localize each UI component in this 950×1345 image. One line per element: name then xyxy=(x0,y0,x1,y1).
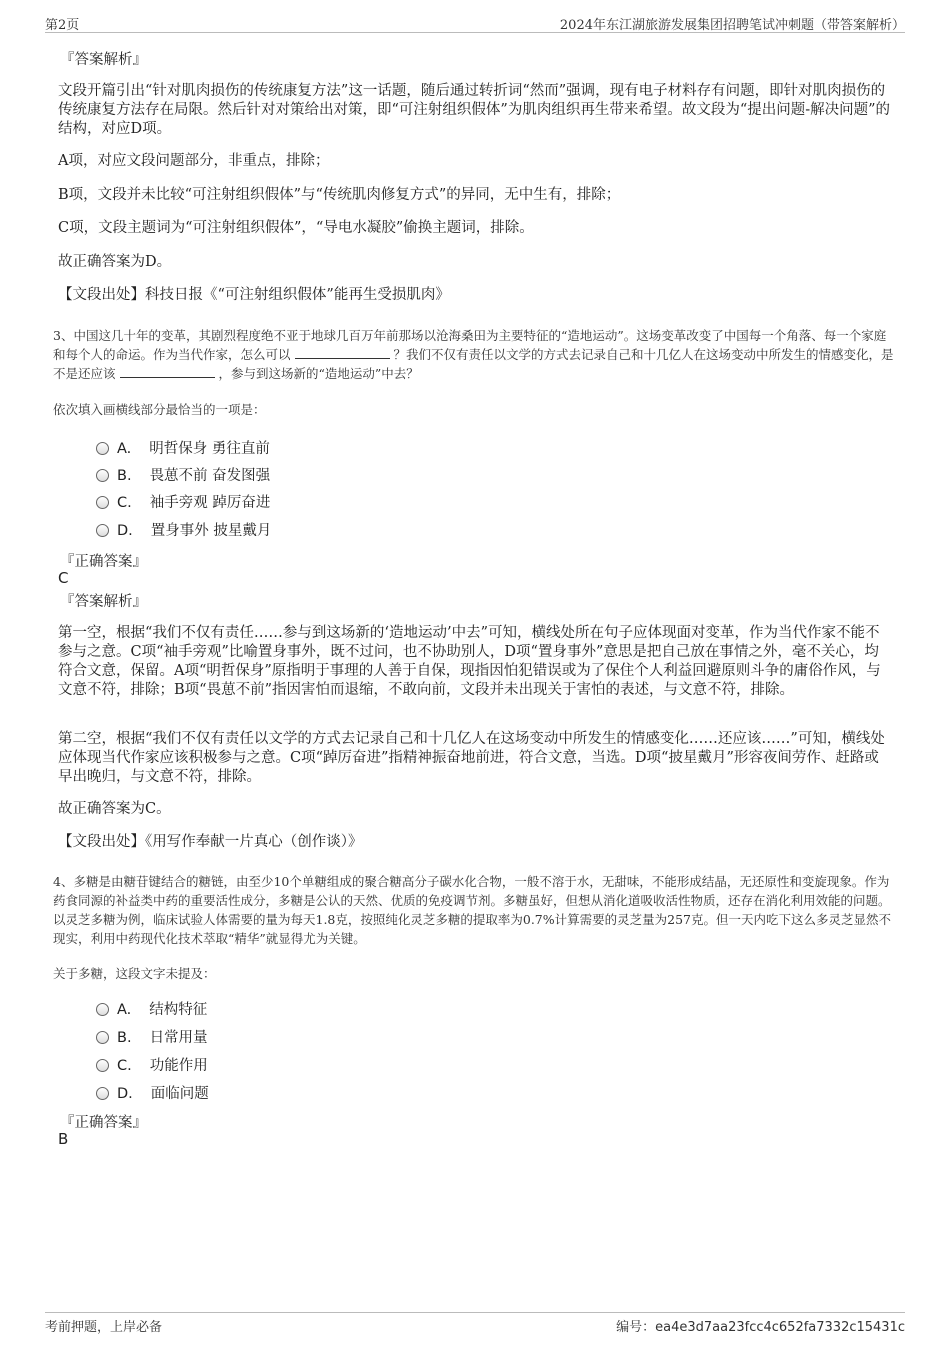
analysis-paragraph: B项，文段并未比较“可注射组织假体”与“传统肌肉修复方式”的异同，无中生有，排除； xyxy=(58,187,621,203)
question-3-text-b: ？我们不仅有责任以文学的方式去记录自己和十几亿人在这场变动中所发生的情感变化，是不是还应该 xyxy=(53,347,894,381)
analysis-paragraph: 第二空，根据“我们不仅有责任以文学的方式去记录自己和十几亿人在这场变动中所发生的情感变化……还应该……”可知，横线处应体现当代作家应该积极参与之意。C项“踔厉奋进”指精神振奋地前进，符合文意，当选。D项“披星戴月”形容夜间劳作、赶路或早出晚归，与文意不符，排除。 xyxy=(58,731,885,785)
fill-blank xyxy=(295,346,390,359)
option-c[interactable] xyxy=(96,491,270,511)
option-text: 结构特征 xyxy=(149,1002,208,1018)
option-d[interactable] xyxy=(96,519,271,539)
analysis-paragraph: A项，对应文段问题部分，非重点，排除； xyxy=(58,153,330,169)
radio-icon[interactable] xyxy=(96,496,109,509)
document-title: 2024年东江湖旅游发展集团招聘笔试冲刺题（带答案解析） xyxy=(559,18,905,33)
question-3-text-c: ，参与到这场新的“造地运动”中去？ xyxy=(218,366,419,381)
correct-answer: B xyxy=(58,1130,69,1148)
radio-icon[interactable] xyxy=(96,524,109,537)
analysis-paragraph: C项，文段主题词为“可注射组织假体”，“导电水凝胶”偷换主题词，排除。 xyxy=(58,220,534,236)
analysis-paragraph: 第一空，根据“我们不仅有责任……参与到这场新的‘造地运动’中去”可知，横线处所在句子应体现面对变革，作为当代作家不能不参与之意。C项“袖手旁观”比喻置身事外，既不过问，也不协助别人，D项“置身事外”意思是把自己放在事情之外，毫不关心，均符合文意，保留。A项“明哲保身”原指明于事理的人善于自保，现指因怕犯错误或为了保住个人利益回避原则斗争的庸俗作风，与文意不符，排除；B项“畏葸不前”指因害怕而退缩，不敢向前，文段并未出现关于害怕的表述，与文意不符，排除。 xyxy=(58,625,881,698)
fill-blank xyxy=(120,365,215,378)
question-3-text-a: 3、中国这几十年的变革，其剧烈程度绝不亚于地球几百万年前那场以沧海桑田为主要特征的“造地运动”。这场变革改变了中国每一个角落、每一个家庭和每个人的命运。作为当代作家，怎么可以 xyxy=(53,328,887,362)
answer-conclusion: 故正确答案为D。 xyxy=(58,254,172,270)
option-letter: B. xyxy=(117,468,132,484)
radio-icon[interactable] xyxy=(96,1059,109,1072)
option-c[interactable] xyxy=(96,1054,208,1074)
analysis-paragraph: 文段开篇引出“针对肌肉损伤的传统康复方法”这一话题，随后通过转折词“然而”强调，现有电子材料存有问题，即针对肌肉损伤的传统康复方法存在局限。然后针对对策给出对策，即“可注射组织假体”为肌肉组织再生带来希望。故文段为“提出问题-解决问题”的结构，对应D项。 xyxy=(58,83,891,137)
footer-slogan: 考前押题，上岸必备 xyxy=(45,1320,163,1335)
page-footer xyxy=(45,1312,905,1335)
option-a[interactable] xyxy=(96,437,270,457)
option-text: 置身事外 披星戴月 xyxy=(150,523,272,539)
passage-source: 【文段出处】《用写作奉献一片真心（创作谈）》 xyxy=(58,834,363,850)
question-4-text: 4、多糖是由糖苷键结合的糖链，由至少10个单糖组成的聚合糖高分子碳水化合物，一般不溶于水，无甜味，不能形成结晶，无还原性和变旋现象。作为药食同源的补益类中药的重要活性成分，多糖是公认的天然、优质的免疫调节剂。多糖虽好，但想从消化道吸收活性物质，还存在消化利用效能的问题。以灵芝多糖为例，临床试验人体需要的量为每天1.8克，按照纯化灵芝多糖的提取率为0.7%计算需要的灵芝量为257克。但一天内吃下这么多灵芝显然不现实，利用中药现代化技术萃取“精华”就显得尤为关键。 xyxy=(53,874,891,946)
correct-answer-label: 『正确答案』 xyxy=(60,1115,147,1131)
option-b[interactable] xyxy=(96,464,270,484)
correct-answer: C xyxy=(58,569,69,587)
option-text: 畏葸不前 奋发图强 xyxy=(149,468,271,484)
option-letter: D. xyxy=(117,1086,133,1102)
document-id: 编号：ea4e3d7aa23fcc4c652fa7332c15431c xyxy=(616,1320,905,1335)
question-3-text xyxy=(53,326,898,383)
question-4-prompt: 关于多糖，这段文字未提及： xyxy=(53,966,216,981)
radio-icon[interactable] xyxy=(96,1087,109,1100)
page-header xyxy=(45,12,905,33)
radio-icon[interactable] xyxy=(96,1003,109,1016)
radio-icon[interactable] xyxy=(96,469,109,482)
option-text: 功能作用 xyxy=(149,1058,208,1074)
option-text: 日常用量 xyxy=(149,1030,208,1046)
passage-source: 【文段出处】科技日报《“可注射组织假体”能再生受损肌肉》 xyxy=(58,287,450,303)
option-letter: A. xyxy=(117,441,132,457)
option-d[interactable] xyxy=(96,1082,209,1102)
answer-conclusion: 故正确答案为C。 xyxy=(58,801,171,817)
option-b[interactable] xyxy=(96,1026,208,1046)
option-text: 袖手旁观 踔厉奋进 xyxy=(149,495,271,511)
option-letter: A. xyxy=(117,1002,132,1018)
analysis-label: 『答案解析』 xyxy=(60,594,147,610)
option-letter: C. xyxy=(117,1058,132,1074)
radio-icon[interactable] xyxy=(96,442,109,455)
analysis-label: 『答案解析』 xyxy=(60,52,147,68)
question-3-prompt: 依次填入画横线部分最恰当的一项是： xyxy=(53,402,266,417)
correct-answer-label: 『正确答案』 xyxy=(60,554,147,570)
radio-icon[interactable] xyxy=(96,1031,109,1044)
page-number: 第2页 xyxy=(45,18,80,33)
option-a[interactable] xyxy=(96,998,207,1018)
option-text: 明哲保身 勇往直前 xyxy=(149,441,270,457)
option-letter: C. xyxy=(117,495,132,511)
option-letter: B. xyxy=(117,1030,132,1046)
option-letter: D. xyxy=(117,523,133,539)
option-text: 面临问题 xyxy=(150,1086,209,1102)
